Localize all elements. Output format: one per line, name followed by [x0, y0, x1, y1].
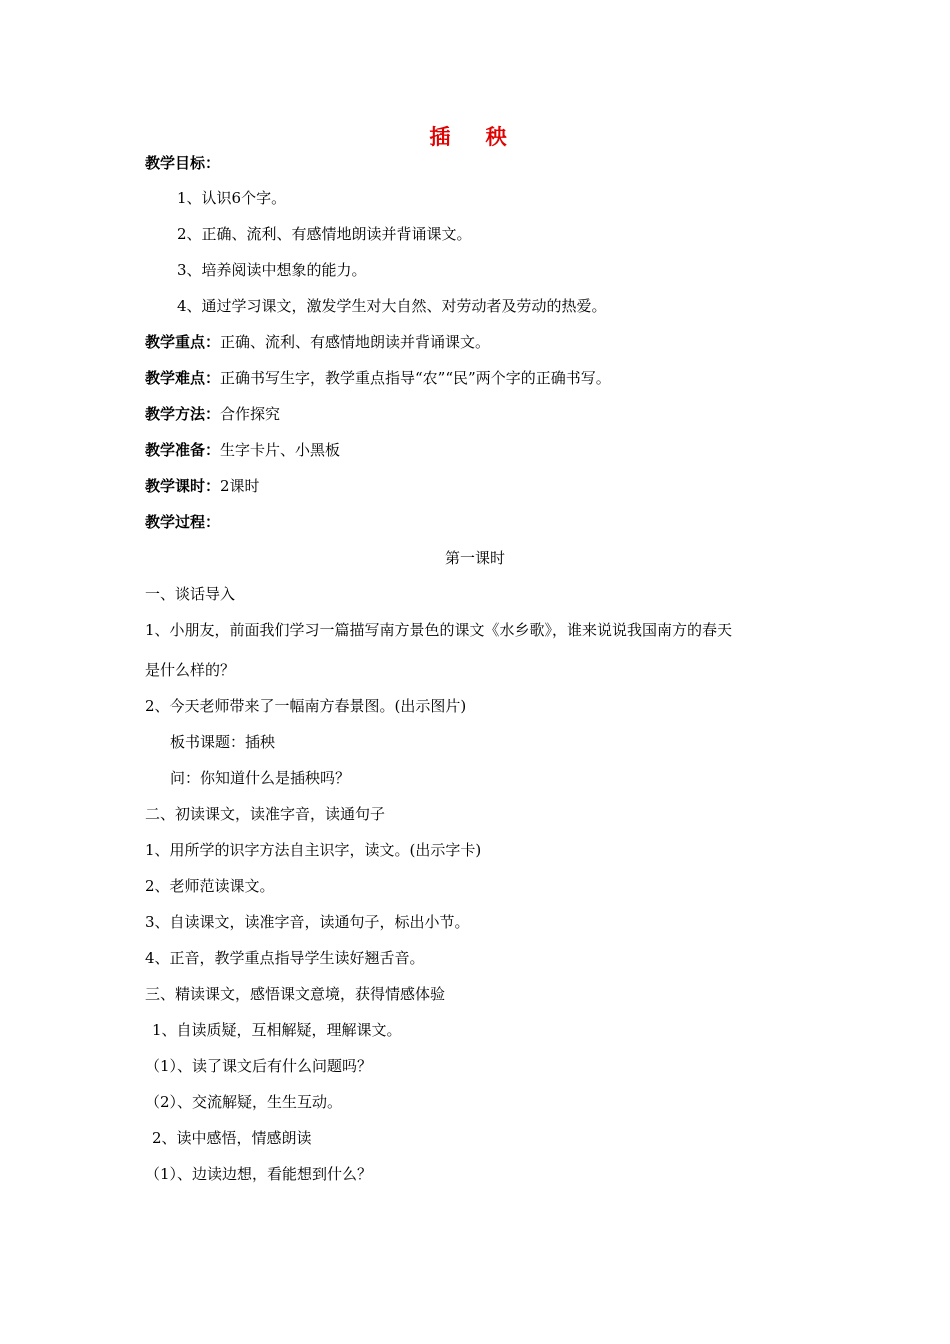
- method-label: 教学方法：: [145, 405, 221, 423]
- preparation-row: [145, 439, 340, 461]
- objective-item: 4、通过学习课文，激发学生对大自然、对劳动者及劳动的热爱。: [177, 297, 607, 315]
- method-text: 合作探究: [220, 405, 281, 423]
- paragraph-line: 1、用所学的识字方法自主识字，读文。(出示字卡): [145, 841, 482, 859]
- paragraph-line: 3、自读课文，读准字音，读通句子，标出小节。: [145, 913, 470, 931]
- paragraph-line: 2、今天老师带来了一幅南方春景图。(出示图片): [145, 697, 467, 715]
- paragraph-line: 1、小朋友，前面我们学习一篇描写南方景色的课文《水乡歌》，谁来说说我国南方的春天: [145, 621, 733, 639]
- objective-item: 2、正确、流利、有感情地朗读并背诵课文。: [177, 225, 472, 243]
- paragraph-line: 2、老师范读课文。: [145, 877, 275, 895]
- paragraph-line: 是什么样的？: [145, 661, 236, 679]
- focus-row: [145, 331, 490, 353]
- paragraph-line: 4、正音，教学重点指导学生读好翘舌音。: [145, 949, 425, 967]
- process-label: 教学过程：: [145, 513, 221, 531]
- paragraph-line: 1、自读质疑，互相解疑，理解课文。: [152, 1021, 402, 1039]
- paragraph-line: 2、读中感悟，情感朗读: [152, 1129, 312, 1147]
- difficulty-row: [145, 367, 611, 389]
- paragraph-line: （1）、读了课文后有什么问题吗？: [145, 1057, 373, 1075]
- focus-text: 正确、流利、有感情地朗读并背诵课文。: [220, 333, 491, 351]
- paragraph-line: 板书课题：插秧: [170, 733, 276, 751]
- preparation-text: 生字卡片、小黑板: [220, 441, 341, 459]
- difficulty-text: 正确书写生字，教学重点指导“农”“民”两个字的正确书写。: [220, 369, 611, 387]
- paragraph-line: （2）、交流解疑，生生互动。: [145, 1093, 343, 1111]
- periods-text: 2课时: [220, 477, 260, 495]
- periods-row: [145, 475, 260, 497]
- section-heading: 二、初读课文，读准字音，读通句子: [145, 805, 386, 823]
- paragraph-line: （1）、边读边想，看能想到什么？: [145, 1165, 373, 1183]
- focus-label: 教学重点：: [145, 333, 221, 351]
- objective-item: 3、培养阅读中想象的能力。: [177, 261, 367, 279]
- method-row: [145, 403, 280, 425]
- difficulty-label: 教学难点：: [145, 369, 221, 387]
- document-title: 插 秧: [429, 124, 521, 149]
- section-heading: 一、谈话导入: [145, 585, 236, 603]
- paragraph-line: 问：你知道什么是插秧吗？: [170, 769, 351, 787]
- preparation-label: 教学准备：: [145, 441, 221, 459]
- objectives-label: 教学目标：: [145, 154, 221, 172]
- section-heading: 三、精读课文，感悟课文意境，获得情感体验: [145, 985, 446, 1003]
- lesson-heading: 第一课时: [444, 549, 505, 567]
- objective-item: 1、认识6个字。: [177, 189, 287, 207]
- periods-label: 教学课时：: [145, 477, 221, 495]
